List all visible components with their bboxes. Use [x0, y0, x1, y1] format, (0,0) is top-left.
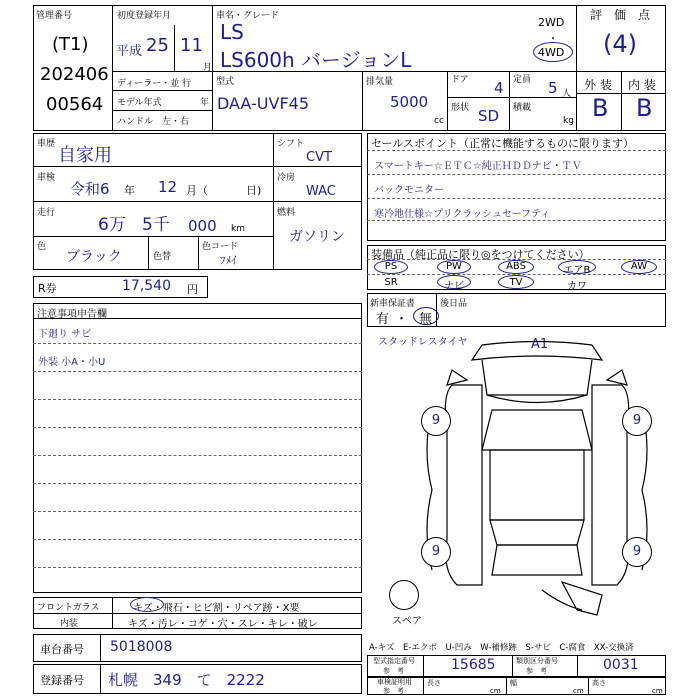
category-sub: 参 考: [526, 667, 547, 675]
notes-section: [33, 303, 362, 593]
color-code: ﾌﾒｲ: [220, 254, 237, 267]
divider: [273, 166, 362, 167]
recycle-unit: 円: [187, 283, 198, 296]
length-label: 長さ: [427, 679, 441, 687]
drive-2wd: 2WD: [538, 16, 565, 29]
height-label: 高さ: [592, 679, 606, 687]
warranty-no: 無: [419, 312, 433, 327]
note-line-1: 下廻り サビ: [38, 329, 92, 340]
divider: [506, 677, 507, 695]
capacity-unit: 人: [562, 89, 572, 99]
mileage-sen: 5千: [142, 215, 170, 235]
load-unit: kg: [563, 116, 574, 126]
cc-unit: cc: [434, 116, 444, 126]
width-unit: cm: [573, 687, 584, 695]
divider: [174, 25, 175, 71]
divider: [577, 655, 578, 677]
equip-airbag: エアB: [563, 265, 591, 276]
reg-month-unit: 月: [203, 63, 213, 73]
displacement-label: 排気量: [366, 77, 394, 87]
reg-month: 11: [180, 35, 203, 56]
notes-rule: [33, 371, 362, 372]
lot-sub: 00564: [46, 94, 104, 115]
mileage-man: 6万: [98, 215, 126, 235]
tire-front-right: 9: [622, 406, 652, 436]
reg-year: 25: [146, 35, 169, 56]
back-label: 後日品: [440, 299, 468, 309]
designation-value: 15685: [451, 657, 496, 673]
lot-label: 管理番号: [36, 11, 73, 21]
door-label: ドア: [451, 75, 469, 85]
model-code: DAA-UVF45: [217, 94, 310, 113]
equipment-label: 装備品（純正品に限り◎をつけてください）: [371, 248, 590, 261]
divider: [112, 110, 212, 111]
notes-rule: [33, 427, 362, 428]
cert-label: 車検証明用: [377, 678, 412, 686]
car-diagram: [412, 340, 662, 620]
fuel-value: ガソリン: [289, 229, 345, 245]
ac-label: 冷房: [277, 173, 296, 183]
equip-leather: カワ: [567, 281, 587, 292]
notes-rule: [33, 343, 362, 344]
mileage-unit: km: [231, 224, 245, 234]
fuel-label: 燃料: [277, 208, 296, 218]
inspection-era: 令和6: [70, 180, 110, 198]
category-value: 0031: [603, 657, 639, 673]
equip-tv: TV: [509, 277, 523, 288]
warranty-label: 新車保証書: [370, 299, 416, 309]
note-line-2: 外装 小A・小U: [38, 357, 106, 368]
designation-sub: 参 考: [383, 667, 404, 675]
equip-ps: PS: [384, 261, 398, 272]
displacement: 5000: [390, 93, 429, 111]
sales-point-2: バックモニター: [374, 185, 444, 196]
divider: [509, 71, 510, 131]
model-label: 型式: [216, 77, 235, 87]
dashed-line: [367, 198, 666, 199]
notes-rule: [33, 511, 362, 512]
shape-label: 形状: [451, 103, 470, 113]
shape: SD: [478, 107, 500, 125]
cert-sub: 参 考: [383, 687, 404, 695]
shift-value: CVT: [306, 150, 332, 165]
divider: [588, 677, 589, 695]
divider: [212, 5, 213, 131]
sales-point-1: スマートキー☆ＥＴＣ☆純正ＨＤＤナビ・ＴＶ: [374, 161, 582, 172]
recycle-box: [33, 276, 208, 298]
category-label: 類別区分番号: [516, 657, 558, 665]
dashed-line: [367, 220, 666, 221]
notes-rule: [33, 483, 362, 484]
sales-points-label: セールスポイント（正常に機能するものに限ります）: [371, 137, 635, 150]
lot-prefix: (T1): [52, 34, 89, 55]
divider: [100, 664, 101, 694]
mileage-rest: 000: [188, 217, 217, 235]
doors: 4: [494, 79, 504, 97]
model-year-label: モデル年式: [117, 98, 162, 108]
tire-rear-left: 9: [421, 537, 451, 567]
divider: [100, 634, 101, 662]
damage-legend: A-キズ E-エクボ U-凹み W-補修跡 S-サビ C-腐食 XX-交換済: [369, 643, 634, 653]
ext-label: 外 装: [584, 78, 612, 92]
designation-label: 型式指定番号: [373, 657, 415, 665]
tire-front-left: 9: [421, 406, 451, 436]
dealer-label: ディーラー・並 行: [117, 79, 192, 89]
car-grade: LS600h バージョンL: [220, 48, 412, 72]
drive-dot: ・: [548, 34, 558, 45]
ac-value: WAC: [306, 184, 336, 199]
equip-navi: ナビ: [444, 281, 464, 292]
interior-label: 内装: [60, 619, 79, 629]
height-unit: cm: [652, 687, 663, 695]
color-value: ブラック: [66, 249, 122, 265]
capacity: 5: [548, 79, 558, 97]
equip-aw: AW: [630, 261, 648, 272]
shift-label: シフト: [277, 139, 305, 149]
history-value: 自家用: [58, 145, 112, 166]
capacity-label: 定員: [513, 75, 532, 85]
notes-label: 注意事項申告欄: [37, 309, 107, 320]
divider: [273, 201, 362, 202]
interior-value: キズ・汚レ・コゲ・穴・スレ・キレ・破レ: [128, 619, 318, 630]
recycle-label: R券: [38, 282, 57, 295]
color-label: 色: [37, 242, 47, 252]
model-year-unit: 年: [200, 98, 210, 108]
car-make: LS: [220, 20, 244, 44]
tire-label: スタッドレスタイヤ: [378, 337, 468, 348]
handle-label: ハンドル 左・右: [117, 117, 190, 127]
glass-label: フロントガラス: [37, 603, 100, 613]
inspection-label: 車検: [37, 173, 56, 183]
score-label: 評 価 点: [590, 8, 651, 22]
inspection-year-unit: 年: [124, 184, 135, 197]
sales-point-3: 寒冷地仕様☆プリクラッシュセーフティ: [374, 209, 551, 220]
notes-rule: [33, 567, 362, 568]
chassis-label: 車台番号: [40, 643, 84, 656]
divider: [112, 90, 212, 91]
equip-pw: PW: [446, 261, 462, 272]
equip-sr: SR: [384, 277, 398, 288]
width-label: 幅: [510, 679, 517, 687]
color-code-label: 色コード: [202, 242, 239, 252]
length-unit: cm: [490, 687, 501, 695]
load-label: 積載: [513, 103, 532, 113]
divider: [512, 655, 513, 677]
score: (4): [603, 30, 637, 58]
divider: [447, 97, 576, 98]
divider: [148, 236, 149, 270]
divider: [423, 655, 424, 677]
divider: [112, 5, 113, 131]
inspection-month-unit: 月（: [186, 184, 208, 197]
history-label: 車歴: [37, 139, 56, 149]
int-grade: B: [636, 94, 653, 122]
ext-grade: B: [592, 94, 609, 122]
glass-circle: [130, 597, 164, 612]
reg-year-label: 初度登録年月: [117, 11, 172, 21]
notes-rule: [33, 455, 362, 456]
notes-rule: [33, 399, 362, 400]
plate-label: 登録番号: [40, 674, 84, 687]
reg-era: 平成: [116, 44, 143, 59]
divider: [447, 71, 448, 131]
glass-value: キズ・飛石・ヒビ割・リペア跡・X要: [133, 603, 300, 614]
plate-value: 札幌 349 て 2222: [108, 671, 265, 689]
color-change-label: 色替: [153, 252, 172, 262]
divider: [33, 236, 273, 237]
notes-rule: [33, 539, 362, 540]
chassis-value: 5018008: [110, 639, 173, 655]
warranty-yes: 有: [376, 312, 390, 327]
divider: [362, 71, 363, 131]
lot-number: 202406: [40, 64, 109, 85]
divider: [576, 5, 577, 131]
inspection-day-unit: 日): [246, 184, 262, 197]
warranty-dot: ・: [395, 312, 409, 327]
divider: [423, 677, 424, 695]
dashed-line: [367, 150, 666, 151]
mileage-label: 走行: [37, 208, 56, 218]
spare-label: スペア: [392, 616, 422, 627]
equip-abs: ABS: [506, 261, 526, 272]
int-label: 内 装: [628, 78, 656, 92]
recycle-value: 17,540: [122, 278, 171, 294]
dashed-line: [367, 174, 666, 175]
divider: [621, 71, 622, 131]
divider: [33, 318, 362, 319]
name-label: 車名・グレード: [216, 11, 280, 21]
drive-4wd: 4WD: [538, 46, 565, 59]
damage-marker: A1: [531, 337, 549, 352]
spare-circle: [389, 580, 419, 610]
inspection-month: 12: [158, 178, 178, 196]
tire-rear-right: 9: [622, 537, 652, 567]
divider: [198, 236, 199, 270]
